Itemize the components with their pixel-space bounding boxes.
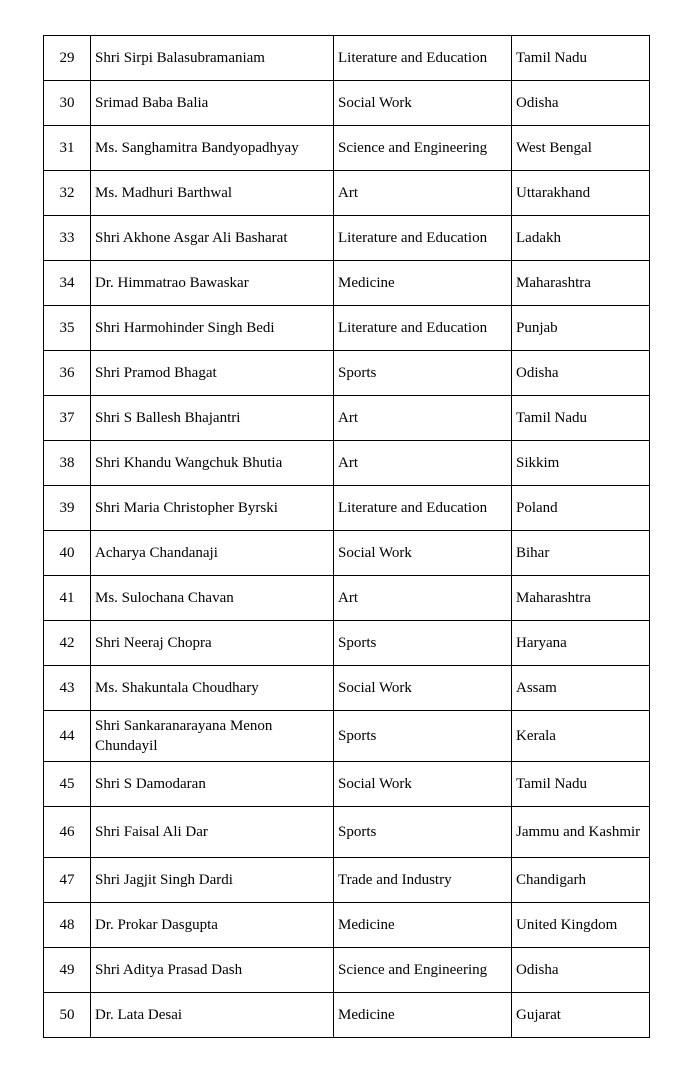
state-cell: Tamil Nadu — [512, 396, 650, 441]
field-cell: Social Work — [334, 666, 512, 711]
table-row — [44, 948, 650, 993]
field-cell: Art — [334, 576, 512, 621]
field-cell: Art — [334, 396, 512, 441]
field-cell: Literature and Education — [334, 36, 512, 81]
field-cell: Social Work — [334, 531, 512, 576]
field-cell: Science and Engineering — [334, 126, 512, 171]
state-cell: Kerala — [512, 711, 650, 762]
state-cell: West Bengal — [512, 126, 650, 171]
table-row — [44, 351, 650, 396]
field-cell: Literature and Education — [334, 306, 512, 351]
state-cell: Jammu and Kashmir — [512, 807, 650, 858]
serial-number-cell: 45 — [44, 762, 91, 807]
state-cell: Sikkim — [512, 441, 650, 486]
table-row — [44, 666, 650, 711]
name-cell: Ms. Shakuntala Choudhary — [91, 666, 334, 711]
name-cell: Shri Pramod Bhagat — [91, 351, 334, 396]
name-cell: Shri Neeraj Chopra — [91, 621, 334, 666]
serial-number-cell: 38 — [44, 441, 91, 486]
state-cell: Maharashtra — [512, 261, 650, 306]
name-cell: Acharya Chandanaji — [91, 531, 334, 576]
serial-number-cell: 37 — [44, 396, 91, 441]
field-cell: Sports — [334, 807, 512, 858]
state-cell: Poland — [512, 486, 650, 531]
name-cell: Srimad Baba Balia — [91, 81, 334, 126]
table-row — [44, 441, 650, 486]
field-cell: Art — [334, 441, 512, 486]
name-cell: Shri Sankaranarayana Menon Chundayil — [91, 711, 334, 762]
state-cell: Maharashtra — [512, 576, 650, 621]
state-cell: United Kingdom — [512, 903, 650, 948]
table-row — [44, 531, 650, 576]
field-cell: Trade and Industry — [334, 858, 512, 903]
field-cell: Medicine — [334, 261, 512, 306]
state-cell: Bihar — [512, 531, 650, 576]
name-cell: Shri Akhone Asgar Ali Basharat — [91, 216, 334, 261]
name-cell: Dr. Prokar Dasgupta — [91, 903, 334, 948]
serial-number-cell: 40 — [44, 531, 91, 576]
name-cell: Shri Sirpi Balasubramaniam — [91, 36, 334, 81]
name-cell: Shri Aditya Prasad Dash — [91, 948, 334, 993]
name-cell: Ms. Sanghamitra Bandyopadhyay — [91, 126, 334, 171]
field-cell: Literature and Education — [334, 216, 512, 261]
name-cell: Shri Maria Christopher Byrski — [91, 486, 334, 531]
table-row — [44, 762, 650, 807]
table-row — [44, 807, 650, 858]
state-cell: Assam — [512, 666, 650, 711]
serial-number-cell: 46 — [44, 807, 91, 858]
table-row — [44, 216, 650, 261]
field-cell: Art — [334, 171, 512, 216]
state-cell: Ladakh — [512, 216, 650, 261]
field-cell: Literature and Education — [334, 486, 512, 531]
name-cell: Shri Harmohinder Singh Bedi — [91, 306, 334, 351]
field-cell: Social Work — [334, 762, 512, 807]
table-row — [44, 171, 650, 216]
serial-number-cell: 44 — [44, 711, 91, 762]
table-row — [44, 903, 650, 948]
awardees-table — [43, 35, 650, 1038]
state-cell: Tamil Nadu — [512, 36, 650, 81]
state-cell: Chandigarh — [512, 858, 650, 903]
serial-number-cell: 41 — [44, 576, 91, 621]
name-cell: Shri S Damodaran — [91, 762, 334, 807]
state-cell: Odisha — [512, 351, 650, 396]
field-cell: Medicine — [334, 903, 512, 948]
field-cell: Science and Engineering — [334, 948, 512, 993]
table-row — [44, 126, 650, 171]
name-cell: Shri Faisal Ali Dar — [91, 807, 334, 858]
field-cell: Sports — [334, 351, 512, 396]
table-row — [44, 396, 650, 441]
name-cell: Shri Jagjit Singh Dardi — [91, 858, 334, 903]
name-cell: Dr. Lata Desai — [91, 993, 334, 1038]
state-cell: Uttarakhand — [512, 171, 650, 216]
table-row — [44, 261, 650, 306]
serial-number-cell: 42 — [44, 621, 91, 666]
field-cell: Social Work — [334, 81, 512, 126]
state-cell: Gujarat — [512, 993, 650, 1038]
table-row — [44, 858, 650, 903]
serial-number-cell: 34 — [44, 261, 91, 306]
serial-number-cell: 50 — [44, 993, 91, 1038]
state-cell: Punjab — [512, 306, 650, 351]
state-cell: Odisha — [512, 81, 650, 126]
serial-number-cell: 30 — [44, 81, 91, 126]
table-row — [44, 576, 650, 621]
serial-number-cell: 49 — [44, 948, 91, 993]
serial-number-cell: 31 — [44, 126, 91, 171]
serial-number-cell: 29 — [44, 36, 91, 81]
serial-number-cell: 43 — [44, 666, 91, 711]
name-cell: Shri Khandu Wangchuk Bhutia — [91, 441, 334, 486]
serial-number-cell: 47 — [44, 858, 91, 903]
name-cell: Ms. Sulochana Chavan — [91, 576, 334, 621]
field-cell: Medicine — [334, 993, 512, 1038]
serial-number-cell: 32 — [44, 171, 91, 216]
serial-number-cell: 48 — [44, 903, 91, 948]
serial-number-cell: 33 — [44, 216, 91, 261]
table-row — [44, 81, 650, 126]
table-row — [44, 711, 650, 762]
serial-number-cell: 39 — [44, 486, 91, 531]
serial-number-cell: 36 — [44, 351, 91, 396]
table-row — [44, 486, 650, 531]
name-cell: Dr. Himmatrao Bawaskar — [91, 261, 334, 306]
table-row — [44, 36, 650, 81]
name-cell: Ms. Madhuri Barthwal — [91, 171, 334, 216]
table-row — [44, 621, 650, 666]
serial-number-cell: 35 — [44, 306, 91, 351]
table-row — [44, 993, 650, 1038]
field-cell: Sports — [334, 621, 512, 666]
table-row — [44, 306, 650, 351]
state-cell: Odisha — [512, 948, 650, 993]
field-cell: Sports — [334, 711, 512, 762]
state-cell: Haryana — [512, 621, 650, 666]
state-cell: Tamil Nadu — [512, 762, 650, 807]
name-cell: Shri S Ballesh Bhajantri — [91, 396, 334, 441]
